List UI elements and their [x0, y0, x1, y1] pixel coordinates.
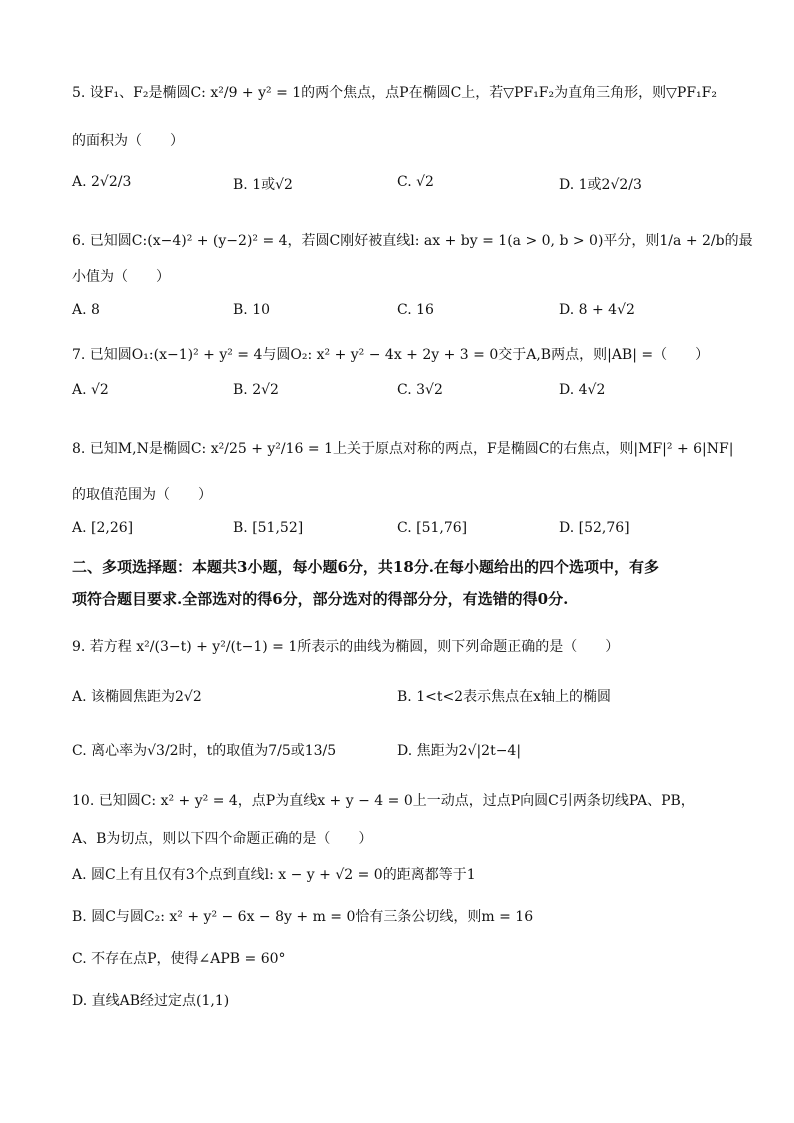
q6-option-c: C. 16	[397, 302, 434, 318]
q10-option-a: A. 圆C上有且仅有3个点到直线l: x − y + √2 = 0的距离都等于1	[72, 867, 476, 883]
q5-stem-line1: 5. 设F₁、F₂是椭圆C: x²/9 + y² = 1的两个焦点，点P在椭圆C上，若▽PF₁F₂为直角三角形，则▽PF₁F₂	[72, 85, 717, 101]
q9-option-a: A. 该椭圆焦距为2√2	[72, 689, 202, 705]
q10-option-d: D. 直线AB经过定点(1,1)	[72, 993, 230, 1009]
q10-stem-line2: A、B为切点，则以下四个命题正确的是（ ）	[72, 831, 373, 847]
q5-option-c: C. √2	[397, 174, 434, 190]
q6-option-a: A. 8	[72, 302, 100, 318]
q6-option-b: B. 10	[233, 302, 271, 318]
q10-option-c: C. 不存在点P，使得∠APB = 60°	[72, 951, 286, 967]
q9-stem: 9. 若方程 x²/(3−t) + y²/(t−1) = 1所表示的曲线为椭圆，则下列命题正确的是（ ）	[72, 639, 620, 655]
q9-option-d: D. 焦距为2√|2t−4|	[397, 743, 522, 759]
q8-option-a: A. [2,26]	[72, 520, 134, 536]
section2-heading-line2: 项符合题目要求.全部选对的得6分，部分选对的得部分分，有选错的得0分.	[72, 590, 569, 608]
q8-option-d: D. [52,76]	[559, 520, 630, 536]
q8-stem-line2: 的取值范围为（ ）	[72, 487, 212, 503]
q5-option-b: B. 1或√2	[233, 177, 293, 193]
q5-option-d: D. 1或2√2/3	[559, 177, 642, 193]
q8-stem-line1: 8. 已知M,N是椭圆C: x²/25 + y²/16 = 1上关于原点对称的两点，F是椭圆C的右焦点，则|MF|² + 6|NF|	[72, 441, 734, 457]
q7-option-c: C. 3√2	[397, 382, 443, 398]
q10-stem-line1: 10. 已知圆C: x² + y² = 4，点P为直线x + y − 4 = 0上一动点，过点P向圆C引两条切线PA、PB，	[72, 793, 695, 809]
q6-option-d: D. 8 + 4√2	[559, 302, 635, 318]
q6-stem-line2: 小值为（ ）	[72, 269, 170, 285]
q9-option-b: B. 1<t<2表示焦点在x轴上的椭圆	[397, 689, 611, 705]
q10-option-b: B. 圆C与圆C₂: x² + y² − 6x − 8y + m = 0恰有三条公切线，则m = 16	[72, 909, 534, 925]
q8-option-c: C. [51,76]	[397, 520, 468, 536]
q7-stem: 7. 已知圆O₁:(x−1)² + y² = 4与圆O₂: x² + y² − 4x + 2y + 3 = 0交于A,B两点，则|AB| =（ ）	[72, 347, 710, 363]
q5-option-a: A. 2√2/3	[72, 174, 132, 190]
q9-option-c: C. 离心率为√3/2时，t的取值为7/5或13/5	[72, 743, 337, 759]
q6-stem-line1: 6. 已知圆C:(x−4)² + (y−2)² = 4，若圆C刚好被直线l: ax + by = 1(a > 0, b > 0)平分，则1/a + 2/b的最	[72, 233, 753, 249]
q5-stem-line2: 的面积为（ ）	[72, 133, 184, 149]
q7-option-a: A. √2	[72, 382, 109, 398]
q7-option-d: D. 4√2	[559, 382, 606, 398]
q7-option-b: B. 2√2	[233, 382, 279, 398]
q8-option-b: B. [51,52]	[233, 520, 304, 536]
section2-heading-line1: 二、多项选择题：本题共3小题，每小题6分，共18分.在每小题给出的四个选项中，有多	[72, 558, 659, 576]
